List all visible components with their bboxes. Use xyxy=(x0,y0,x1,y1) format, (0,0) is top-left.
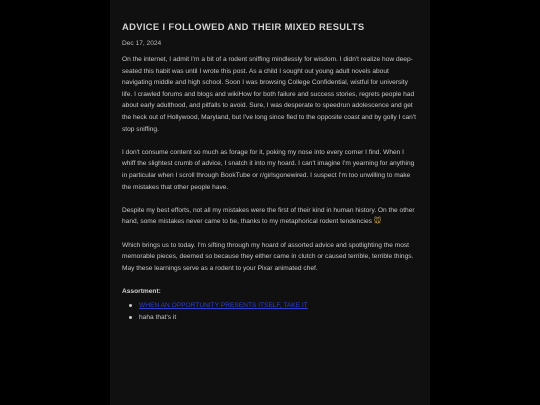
post-paragraph-1: On the internet, I admit I'm a bit of a rodent sniffing mindlessly for wisdom. I didn't realize how deep-seated this habit was until I wrote this post. As a child I sought out young adult novels about navigating middle and high school. Soon I was browsing College Confidential, wistful for university life. I crawled forums and blogs and wikiHow for both failure and success stories, regrets people had about early adulthood, and pitfalls to avoid. Sure, I was desperate to speedrun adolescence and get the heck out of Hollywood, Maryland, but I've long since fled to the opposite coast and by golly I can't stop sniffing. xyxy=(122,56,416,133)
opportunity-link[interactable]: WHEN AN OPPORTUNITY PRESENTS ITSELF, TAKE IT xyxy=(139,302,308,310)
post-paragraph-2: I don't consume content so much as forage for it, poking my nose into every corner I find. When I whiff the slightest crumb of advice, I snatch it into my hoard. I can't imagine I'm yearning for anything in particular when I scroll through BookTube or r/girlsgonewired. I suspect I'm too unwilling to make the mistakes that other people have. xyxy=(122,148,415,191)
post-paragraph-3 xyxy=(122,205,418,228)
post-paragraph-3-text: Despite my best efforts, not all my mistakes were the first of their kind in human history. On the other hand, some mistakes never came to be, thanks to my metaphorical rodent tendencies xyxy=(122,206,415,226)
blog-post xyxy=(110,0,430,405)
bullet-icon xyxy=(129,316,132,319)
post-paragraph-4: Which brings us to today. I'm sifting through my hoard of assorted advice and spotlighting the most memorable pieces, deemed so because they either came in clutch or caused terrible, terrible things. May these learnings serve as a rodent to your Pixar animated chef. xyxy=(122,241,414,272)
post-title: ADVICE I FOLLOWED AND THEIR MIXED RESULTS xyxy=(122,21,365,32)
assortment-list xyxy=(122,300,418,323)
bullet-icon xyxy=(129,304,132,307)
list-item xyxy=(139,312,418,324)
mouse-emoji-icon: 🐭 xyxy=(373,217,382,226)
assortment-heading: Assortment: xyxy=(122,288,161,296)
list-item xyxy=(139,300,418,312)
list-item-text: haha that's it xyxy=(139,313,177,321)
post-date: Dec 17, 2024 xyxy=(122,40,162,47)
